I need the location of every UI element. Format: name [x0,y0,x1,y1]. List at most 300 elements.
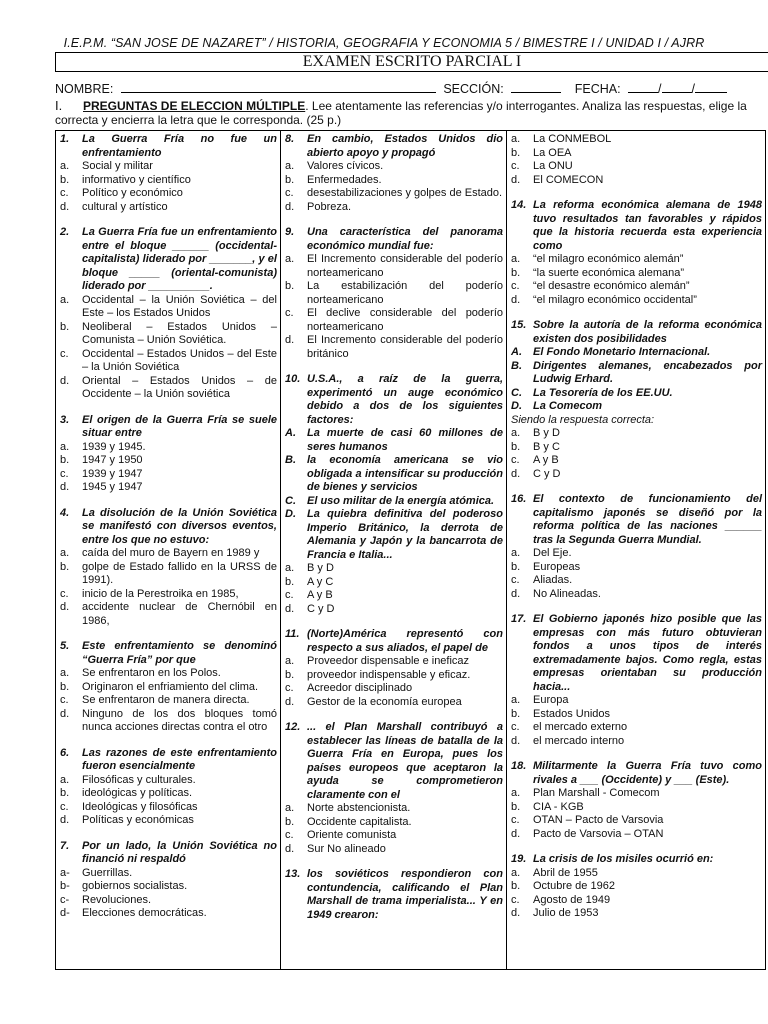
answer-option[interactable] [285,307,503,334]
instructions-text: . Lee atentamente las referencias y/o interrogantes. Analiza las respuestas, elige la correcta y encierra la letra que le corresponda. (25 p.) [55,99,747,127]
option-letter: a. [511,547,521,559]
question-stem [60,640,277,667]
option-letter: c. [511,814,520,826]
option-text: Elecciones democráticas. [82,907,207,919]
question-number: 9. [285,226,295,238]
option-text: informativo y científico [82,173,191,186]
date-slash: / [691,82,696,96]
option-text: caída del muro de Bayern en 1989 y [82,547,260,559]
option-text: C y D [307,602,335,615]
answer-option[interactable] [511,441,762,455]
option-text: Se enfrentaron en los Polos. [82,667,221,679]
option-letter: c. [285,589,294,601]
option-text: Estados Unidos [533,707,611,720]
option-text: Occidental – la Unión Soviética – del Este – los Estados Unidos [82,293,277,319]
question-stem [285,628,503,655]
question [60,840,277,921]
option-letter: b. [285,668,295,681]
answer-option[interactable] [511,454,762,468]
question-stem [511,319,762,346]
answer-option[interactable] [511,280,762,294]
option-text: La muerte de casi 60 millones de seres humanos [307,427,503,453]
question-stem [60,507,277,548]
option-letter: d. [285,695,295,708]
answer-option[interactable] [285,843,503,857]
answer-option[interactable] [60,907,277,921]
answer-option[interactable] [511,360,762,387]
question-text: Una característica del panorama económico mundial fue: [307,226,503,252]
option-letter: a. [511,787,521,799]
answer-option[interactable] [60,667,277,681]
section-blank[interactable] [511,82,561,93]
option-text: 1945 y 1947 [82,481,143,493]
answer-option[interactable] [285,427,503,454]
option-letter: d. [60,200,70,213]
option-text: inicio de la Perestroika en 1985, [82,587,239,600]
answer-option[interactable] [60,601,277,628]
question-number: 18. [511,760,527,772]
question-number: 13. [285,868,301,880]
answer-option[interactable] [60,708,277,735]
option-letter: c. [285,829,294,841]
sub-question: Siendo la respuesta correcta: [511,413,655,426]
option-letter: b. [511,800,521,813]
question-number: 6. [60,746,70,759]
answer-option[interactable] [285,696,503,710]
answer-option[interactable] [60,375,277,402]
option-text: Dirigentes alemanes, encabezados por Ludwig Erhard. [533,359,762,385]
option-letter: b- [60,880,70,892]
option-text: Proveedor dispensable e ineficaz [307,655,470,667]
answer-option[interactable] [511,801,762,815]
option-text: Ninguno de los dos bloques tomó nunca acciones directas contra el otro [82,707,277,733]
option-text: El Incremento considerable del poderío norteamericano [307,253,503,279]
answer-option[interactable] [285,174,503,188]
option-letter: b. [60,680,70,693]
question-number: 15. [511,319,527,331]
question-text: El Gobierno japonés hizo posible que las empresas con más futuro obtuvieran fondos a unos tipos de interés extremadamente bajos. Como regla, estas empresas orientaban su producción hacia... [533,613,762,693]
question-text: Militarmente la Guerra Fría tuvo como rivales a ___ (Occidente) y ___ (Este). [533,760,762,786]
option-text: La Tesorería de los EE.UU. [533,386,673,399]
option-letter: D. [511,400,522,412]
answer-option[interactable] [511,574,762,588]
answer-option[interactable] [285,253,503,280]
answer-option[interactable] [60,321,277,348]
answer-option[interactable] [60,160,277,174]
option-letter: a. [60,160,70,172]
answer-option[interactable] [285,816,503,830]
answer-option[interactable] [511,735,762,749]
question-number: 12. [285,721,301,733]
option-letter: a. [511,253,521,265]
answer-option[interactable] [285,603,503,617]
answer-option[interactable] [285,187,503,201]
option-letter: b. [60,173,70,186]
answer-option[interactable] [285,669,503,683]
option-text: La OEA [533,146,572,159]
answer-option[interactable] [511,468,762,482]
question [511,319,762,481]
option-text: Revoluciones. [82,893,152,906]
option-text: Octubre de 1962 [533,880,615,892]
option-letter: a. [60,773,70,786]
option-letter: c. [511,893,520,906]
question-stem [60,414,277,441]
question [511,133,762,187]
option-letter: d. [60,601,70,613]
answer-option[interactable] [60,547,277,561]
question-text: La Guerra Fría fue un enfrentamiento entre el bloque ______ (occidental-capitalista) liderado por _______, y el bloque _____ (oriental-comunista) liderado por __________. [82,226,277,292]
question [60,414,277,495]
answer-option[interactable] [511,907,762,921]
question-text: En cambio, Estados Unidos dio abierto apoyo y propagó [307,133,503,159]
answer-option[interactable] [60,201,277,215]
option-text: El COMECON [533,173,604,186]
date-label: FECHA: [574,82,621,96]
option-letter: c. [60,347,69,360]
option-letter: a. [60,667,70,679]
option-text: CIA - KGB [533,800,584,813]
option-text: accidente nuclear de Chernóbil en 1986, [82,601,277,627]
option-text: 1939 y 1945. [82,440,146,453]
option-letter: c. [285,682,294,694]
option-letter: d. [285,602,295,615]
answer-option[interactable] [511,267,762,281]
answer-option[interactable] [285,802,503,816]
option-text: Pacto de Varsovia – OTAN [533,827,664,840]
option-text: Plan Marshall - Comecom [533,787,660,799]
option-letter: c. [511,574,520,586]
option-text: Pobreza. [307,200,352,213]
option-text: 1947 y 1950 [82,454,143,466]
question [285,868,503,922]
question-text: La crisis de los misiles ocurrió en: [533,853,714,865]
answer-option[interactable] [511,721,762,735]
answer-option[interactable] [511,867,762,881]
answer-option[interactable] [60,880,277,894]
option-letter: d. [511,907,521,919]
answer-option[interactable] [60,787,277,801]
option-letter: c. [60,187,69,199]
option-text: La Comecom [533,400,603,412]
answer-option[interactable] [60,561,277,588]
option-text: Político y económico [82,187,183,199]
answer-option[interactable] [511,160,762,174]
exam-title: EXAMEN ESCRITO PARCIAL I [55,52,768,72]
answer-option[interactable] [511,814,762,828]
question [511,760,762,841]
option-text: “el milagro económico alemán” [533,253,684,265]
question-text: Las razones de este enfrentamiento fueron esencialmente [82,746,277,772]
question-stem [285,133,503,160]
option-text: Valores cívicos. [307,160,384,172]
option-letter: c. [60,587,69,600]
option-letter: c. [511,721,520,733]
section-number: I. [55,98,63,113]
answer-option[interactable] [285,589,503,603]
option-text: Norte abstencionista. [307,802,411,814]
option-text: Agosto de 1949 [533,893,611,906]
answer-option[interactable] [60,681,277,695]
option-letter: a. [60,293,70,306]
answer-option[interactable] [60,348,277,375]
answer-option[interactable] [285,334,503,361]
option-text: Oriental – Estados Unidos – de Occidente – la Unión soviética [82,374,277,400]
option-letter: a. [60,440,70,453]
option-letter: d. [511,467,521,480]
question [60,507,277,629]
option-letter: c. [60,467,69,480]
answer-option[interactable] [511,694,762,708]
option-letter: d. [511,173,521,186]
option-letter: a. [285,160,295,172]
answer-option[interactable] [511,547,762,561]
option-text: Políticas y económicas [82,814,194,826]
option-text: La ONU [533,160,573,172]
answer-option[interactable] [60,694,277,708]
answer-option[interactable] [60,894,277,908]
question-number: 19. [511,853,527,865]
answer-option[interactable] [285,201,503,215]
option-letter: b. [511,707,521,720]
question-text: (Norte)América representó con respecto a sus aliados, el papel de [307,628,503,654]
question [511,199,762,307]
question-text: Por un lado, la Unión Soviética no financió ni respaldó [82,839,277,865]
answer-option[interactable] [511,253,762,267]
answer-option[interactable] [60,454,277,468]
option-letter: b. [511,880,521,892]
question-text: La reforma económica alemana de 1948 tuvo resultados tan favorables y rápidos que la historia recuerda esta experiencia como [533,199,762,252]
option-letter: a- [60,866,70,879]
option-text: Social y militar [82,160,153,172]
answer-option[interactable] [60,174,277,188]
option-letter: a. [285,655,295,667]
option-text: cultural y artístico [82,200,168,213]
option-text: gobiernos socialistas. [82,880,188,892]
question-stem [60,133,277,160]
option-letter: c. [60,694,69,706]
option-letter: d. [511,734,521,747]
question-stem [60,840,277,867]
column-3 [507,131,765,969]
option-text: A y C [307,575,334,588]
question [285,226,503,361]
option-letter: d. [511,293,521,306]
answer-option[interactable] [511,147,762,161]
answer-option[interactable] [511,400,762,414]
answer-option[interactable] [60,814,277,828]
question-text: los soviéticos respondieron con contundencia, calificando el Plan Marshall de trama imperialista... Y en 1949 crearon: [307,868,503,921]
option-text: Europeas [533,560,581,573]
answer-option[interactable] [60,441,277,455]
answer-option[interactable] [511,294,762,308]
option-letter: C. [511,386,522,399]
answer-option[interactable] [511,894,762,908]
option-text: 1939 y 1947 [82,467,143,480]
option-text: OTAN – Pacto de Varsovia [533,814,664,826]
option-text: B y D [307,562,334,574]
answer-option[interactable] [511,427,762,441]
question-stem [285,721,503,802]
answer-option[interactable] [511,880,762,894]
student-info-line [55,82,767,96]
option-text: El declive considerable del poderío norteamericano [307,307,503,333]
option-text: el mercado interno [533,734,625,747]
question-text: El contexto de funcionamiento del capitalismo japonés se diseñó por la reforma política de las naciones ______ tras la Segunda Guerra Mundial. [533,493,762,546]
option-letter: b. [285,575,295,588]
question-number: 16. [511,493,527,505]
question-number: 3. [60,413,70,426]
option-text: Occidente capitalista. [307,815,412,828]
answer-option[interactable] [511,133,762,147]
option-text: Abril de 1955 [533,866,598,879]
question-number: 1. [60,133,70,145]
question-number: 8. [285,133,295,145]
option-letter: a. [511,133,521,145]
date-day-blank[interactable] [628,82,658,93]
answer-option[interactable] [511,561,762,575]
option-letter: a. [285,802,295,814]
answer-option[interactable] [60,294,277,321]
question-number: 2. [60,226,70,238]
question-number: 11. [285,628,300,640]
question-text: La disolución de la Unión Soviética se manifestó con diversos eventos, entre los que no estuvo: [82,506,277,546]
option-text: ideológicas y políticas. [82,787,193,799]
section-instructions [55,99,761,127]
answer-option[interactable] [511,387,762,401]
question [511,853,762,921]
option-letter: d. [60,481,70,493]
question [285,628,503,709]
option-letter: A. [511,346,522,358]
option-text: Del Eje. [533,547,572,559]
option-text: proveedor indispensable y eficaz. [307,668,471,681]
option-letter: b. [60,787,70,799]
question-number: 4. [60,506,70,519]
answer-option[interactable] [60,468,277,482]
section-label: SECCIÓN: [443,82,504,96]
option-text: C y D [533,467,561,480]
option-letter: b. [511,146,521,159]
option-letter: b. [511,266,521,279]
answer-option[interactable] [60,187,277,201]
question-stem [285,868,503,922]
option-letter: d- [60,907,70,919]
question-stem [511,613,762,694]
answer-option[interactable] [285,682,503,696]
name-label: NOMBRE: [55,82,114,96]
name-blank[interactable] [121,82,436,93]
option-text: Aliadas. [533,574,573,586]
answer-option[interactable] [285,576,503,590]
answer-option[interactable] [60,867,277,881]
date-month-blank[interactable] [662,82,692,93]
option-letter: d. [511,587,521,600]
option-text: “el milagro económico occidental” [533,293,697,306]
option-text: Filosóficas y culturales. [82,773,196,786]
question [511,493,762,601]
answer-option[interactable] [285,454,503,495]
answer-option[interactable] [511,346,762,360]
question-text: Sobre la autoría de la reforma económica existen dos posibilidades [533,319,762,345]
option-text: “la suerte económica alemana” [533,266,685,279]
option-text: Ideológicas y filosóficas [82,800,198,813]
option-text: La estabilización del poderío norteamericano [307,280,503,306]
option-letter: a. [285,253,295,265]
option-text: Europa [533,694,569,706]
question-number: 17. [511,613,527,625]
option-text: golpe de Estado fallido en la URSS de 1991). [82,560,277,586]
answer-option[interactable] [285,562,503,576]
option-letter: d. [511,827,521,840]
answer-option[interactable] [511,588,762,602]
answer-option[interactable] [511,174,762,188]
question-number: 5. [60,640,70,652]
option-letter: d. [285,200,295,213]
column-1 [56,131,281,969]
answer-option[interactable] [285,655,503,669]
option-letter: d. [60,814,70,826]
answer-option[interactable] [285,280,503,307]
answer-option[interactable] [511,828,762,842]
answer-option[interactable] [511,708,762,722]
answer-option[interactable] [285,160,503,174]
option-letter: b. [511,560,521,573]
option-letter: b. [60,320,70,333]
answer-option[interactable] [285,495,503,509]
question-stem [511,199,762,253]
option-text: Originaron el enfriamiento del clima. [82,680,259,693]
question-number: 14. [511,199,527,211]
answer-option[interactable] [60,801,277,815]
option-text: desestabilizaciones y golpes de Estado. [307,187,503,199]
answer-option[interactable] [285,829,503,843]
option-text: “el desastre económico alemán” [533,280,690,292]
option-letter: d. [285,334,295,346]
option-letter: c. [285,187,294,199]
option-letter: d. [60,707,70,720]
question [60,226,277,402]
option-text: Oriente comunista [307,829,397,841]
option-text: La quiebra definitiva del poderoso Imperio Británico, la derrota de Alemania y Japón y la bancarrota de Francia e Italia... [307,508,503,561]
school-header: I.E.P.M. “SAN JOSE DE NAZARET” / HISTORIA, GEOGRAFIA Y ECONOMIA 5 / BIMESTRE I / UNIDAD I / AJRR [63,36,705,50]
question-stem [60,747,277,774]
option-text: Enfermedades. [307,173,382,186]
option-text: Sur No alineado [307,842,386,855]
option-text: B y D [533,427,560,439]
option-text: El Incremento considerable del poderío británico [307,334,503,360]
option-text: Se enfrentaron de manera directa. [82,694,250,706]
option-letter: B. [511,359,522,372]
questions-table [55,130,766,970]
question-stem [285,226,503,253]
question-text: U.S.A., a raíz de la guerra, experimentó un auge económico debido a dos de los siguientes factores: [307,373,503,426]
option-text: A y B [307,589,333,601]
question [285,373,503,616]
option-letter: a. [60,547,70,559]
answer-option[interactable] [60,481,277,495]
option-letter: B. [285,454,296,466]
answer-option[interactable] [60,588,277,602]
option-text: Gestor de la economía europea [307,695,462,708]
option-letter: c- [60,893,70,906]
option-text: La CONMEBOL [533,133,612,145]
answer-option[interactable] [60,774,277,788]
answer-option[interactable] [511,787,762,801]
answer-option[interactable] [285,508,503,562]
date-year-blank[interactable] [695,82,727,93]
question-stem [511,493,762,547]
